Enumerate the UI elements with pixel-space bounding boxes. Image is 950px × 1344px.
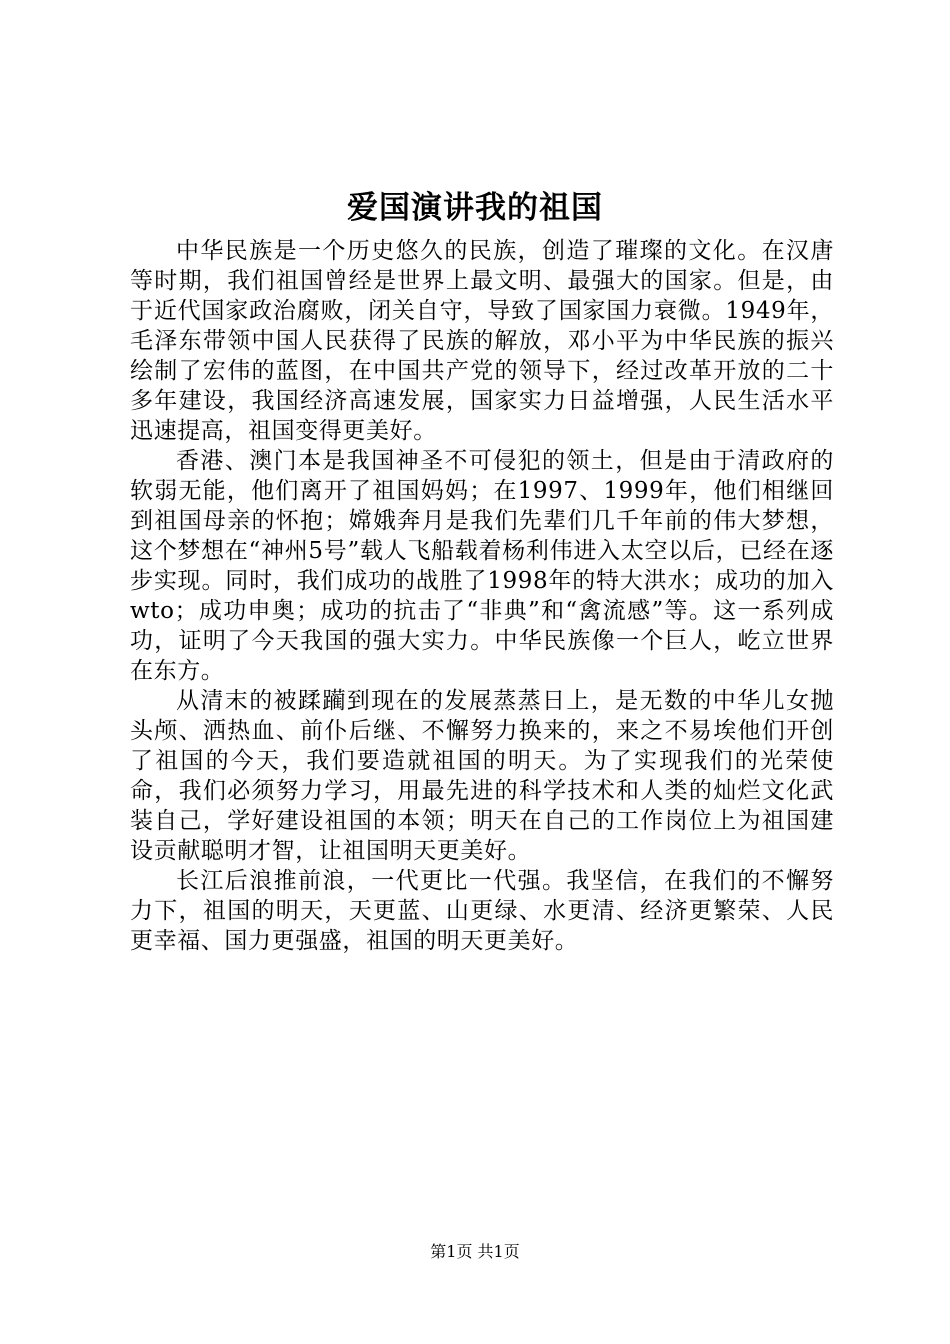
paragraph-4: 长江后浪推前浪，一代更比一代强。我坚信，在我们的不懈努力下，祖国的明天，天更蓝、山更绿、水更清、经济更繁荣、人民更幸福、国力更强盛，祖国的明天更美好。 xyxy=(130,868,834,954)
document-title: 爱国演讲我的祖国 xyxy=(347,190,603,226)
paragraph-2: 香港、澳门本是我国神圣不可侵犯的领土，但是由于清政府的软弱无能，他们离开了祖国妈妈；在1997、1999年，他们相继回到祖国母亲的怀抱；嫦娥奔月是我们先辈们几千年前的伟大梦想，这个梦想在“神州5号”载人飞船载着杨利伟进入太空以后，已经在逐步实现。同时，我们成功的战胜了1998年的特大洪水；成功的加入wto；成功申奥；成功的抗击了“非典”和“禽流感”等。这一系列成功，证明了今天我国的强大实力。中华民族像一个巨人，屹立世界在东方。 xyxy=(130,448,834,684)
page-number-footer: 第1页 共1页 xyxy=(430,1242,520,1261)
paragraph-3: 从清末的被蹂躏到现在的发展蒸蒸日上，是无数的中华儿女抛头颅、洒热血、前仆后继、不懈努力换来的，来之不易埃他们开创了祖国的今天，我们要造就祖国的明天。为了实现我们的光荣使命，我们必须努力学习，用最先进的科学技术和人类的灿烂文化武装自己，学好建设祖国的本领；明天在自己的工作岗位上为祖国建设贡献聪明才智，让祖国明天更美好。 xyxy=(130,688,834,864)
document-body xyxy=(130,236,834,956)
paragraph-1: 中华民族是一个历史悠久的民族，创造了璀璨的文化。在汉唐等时期，我们祖国曾经是世界上最文明、最强大的国家。但是，由于近代国家政治腐败，闭关自守，导致了国家国力衰微。1949年，毛泽东带领中国人民获得了民族的解放，邓小平为中华民族的振兴绘制了宏伟的蓝图，在中国共产党的领导下，经过改革开放的二十多年建设，我国经济高速发展，国家实力日益增强，人民生活水平迅速提高，祖国变得更美好。 xyxy=(130,238,834,444)
